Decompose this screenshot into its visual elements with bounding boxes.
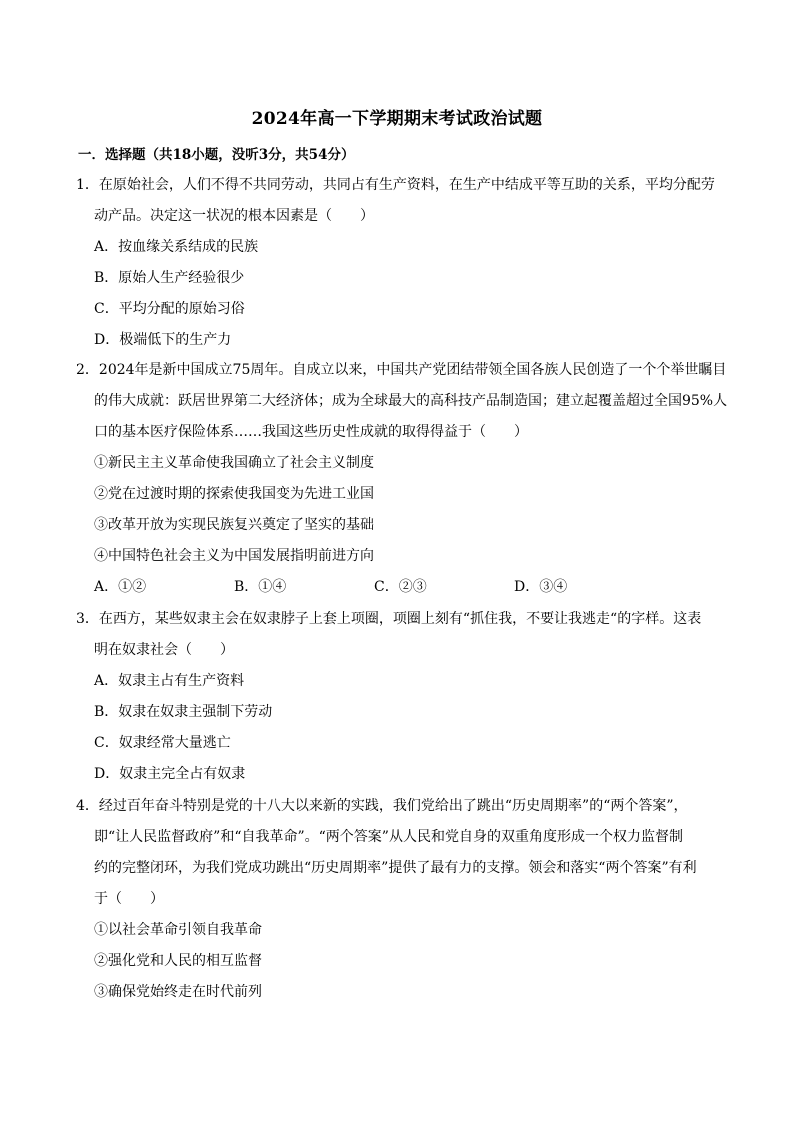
- question-stem-line: 3．在西方，某些奴隶主会在奴隶脖子上套上项圈，项圈上刻有“抓住我，不要让我逃走“的字样。这表: [76, 611, 702, 627]
- statement-3: ③确保党始终走在时代前列: [94, 984, 262, 1000]
- statement-2: ②党在过渡时期的探索使我国变为先进工业国: [94, 486, 374, 502]
- statement-1: ①新民主主义革命使我国确立了社会主义制度: [94, 455, 374, 471]
- choice-d: D．③④: [514, 579, 568, 595]
- exam-title: 2024年高一下学期期末考试政治试题: [251, 109, 543, 129]
- question-stem-line: 1．在原始社会，人们不得不共同劳动，共同占有生产资料，在生产中结成平等互助的关系，平均分配劳: [76, 177, 715, 193]
- question-stem-line: 动产品。决定这一状况的根本因素是（ ）: [94, 208, 374, 224]
- question-stem-line: 4．经过百年奋斗特别是党的十八大以来新的实践，我们党给出了跳出“历史周期率”的“两个答案”，: [76, 798, 688, 814]
- choice-c: C．②③: [374, 579, 427, 595]
- question-3: [76, 604, 724, 790]
- option-a: A．按血缘关系结成的民族: [94, 239, 259, 255]
- statement-4: ④中国特色社会主义为中国发展指明前进方向: [94, 548, 374, 564]
- section-heading: 一．选择题（共18小题，没听3分，共54分）: [78, 147, 355, 163]
- question-1: [76, 170, 724, 356]
- question-stem-line: 的伟大成就：跃居世界第二大经济体；成为全球最大的高科技产品制造国；建立起覆盖超过全国95%人: [94, 393, 728, 409]
- question-stem-line: 约的完整闭环，为我们党成功跳出“历史周期率”提供了最有力的支撑。领会和落实“两个答案”有利: [94, 860, 697, 876]
- option-d: D．奴隶主完全占有奴隶: [94, 766, 246, 782]
- option-d: D．极端低下的生产力: [94, 332, 232, 348]
- statement-3: ③改革开放为实现民族复兴奠定了坚实的基础: [94, 517, 374, 533]
- question-4: [76, 791, 724, 1008]
- option-c: C．平均分配的原始习俗: [94, 301, 245, 317]
- question-2: [76, 355, 728, 603]
- question-stem-line: 于（ ）: [94, 891, 164, 907]
- choice-row: [76, 572, 724, 603]
- choice-a: A．①②: [94, 579, 147, 595]
- choice-b: B．①④: [234, 579, 287, 595]
- option-b: B．原始人生产经验很少: [94, 270, 245, 286]
- question-stem-line: 口的基本医疗保险体系……我国这些历史性成就的取得得益于（ ）: [94, 424, 528, 440]
- question-stem-line: 2．2024年是新中国成立75周年。自成立以来，中国共产党团结带领全国各族人民创造了一个个举世瞩目: [76, 362, 727, 378]
- statement-2: ②强化党和人民的相互监督: [94, 953, 262, 969]
- option-b: B．奴隶在奴隶主强制下劳动: [94, 704, 273, 720]
- question-stem-line: 即“让人民监督政府”和“自我革命”。“两个答案”从人民和党自身的双重角度形成一个权力监督制: [94, 829, 683, 845]
- question-stem-line: 明在奴隶社会（ ）: [94, 642, 234, 658]
- statement-1: ①以社会革命引领自我革命: [94, 922, 262, 938]
- option-a: A．奴隶主占有生产资料: [94, 673, 245, 689]
- option-c: C．奴隶经常大量逃亡: [94, 735, 231, 751]
